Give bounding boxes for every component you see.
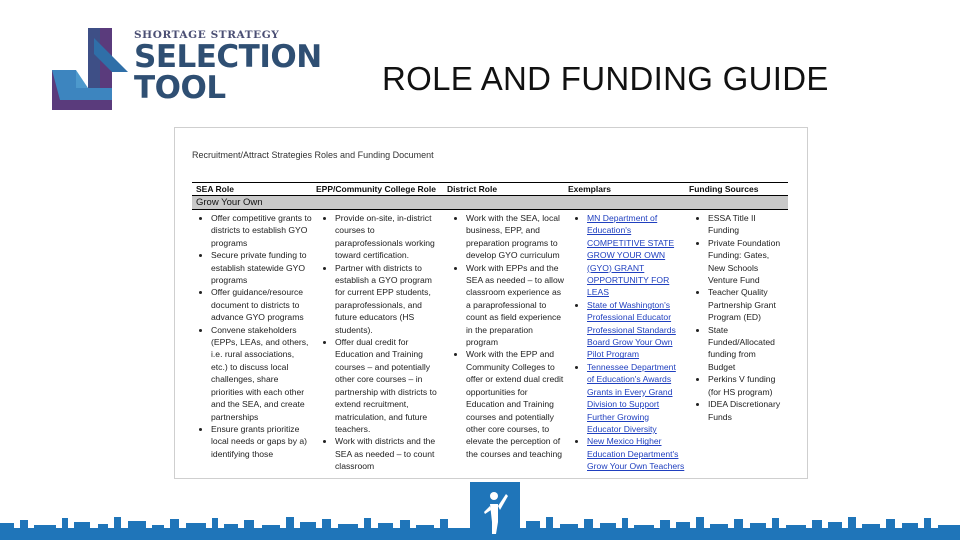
- header-exemplars: Exemplars: [568, 184, 611, 194]
- list-item: • Partner with districts to establish a GYO program for current EPP students, paraprofessionals, and future educators (HS students).: [335, 262, 443, 336]
- list-item: • Convene stakeholders (EPPs, LEAs, and others, i.e. rural associations, etc.) to discuss local challenges, share priorities with each other and the SEA, and create partnerships: [211, 324, 312, 423]
- column-sea-role: [192, 210, 316, 473]
- header-funding-sources: Funding Sources: [689, 184, 759, 194]
- exemplar-link[interactable]: • State of Washington's Professional Educator Professional Standards Board Grow Your Own Pilot Program: [587, 299, 685, 361]
- list-item: • Work with the EPP and Community Colleges to offer or extend dual credit opportunities for Education and Training courses and potentially other core courses, to elevate the perception of the courses and teaching: [466, 348, 564, 460]
- header-district-role: District Role: [447, 184, 498, 194]
- logo-tagline: SHORTAGE STRATEGY: [134, 29, 280, 41]
- column-district-role: [447, 210, 568, 473]
- header-sea-role: SEA Role: [196, 184, 234, 194]
- person-reaching-icon: [470, 482, 520, 540]
- document-heading: Recruitment/Attract Strategies Roles and Funding Document: [192, 150, 434, 160]
- list-item: • Provide on-site, in-district courses to paraprofessionals working toward certification.: [335, 212, 443, 262]
- table-header: [192, 183, 788, 196]
- roles-table: [192, 182, 788, 473]
- list-item: • Work with the SEA, local business, EPP, and preparation programs to develop GYO curriculum: [466, 212, 564, 262]
- exemplar-link[interactable]: • New Mexico Higher Education Department's Grow Your Own Teachers: [587, 435, 685, 472]
- exemplar-link[interactable]: • MN Department of Education's COMPETITIVE STATE GROW YOUR OWN (GYO) GRANT OPPORTUNITY FOR LEAS: [587, 212, 685, 299]
- list-item: • Teacher Quality Partnership Grant Program (ED): [708, 286, 784, 323]
- header-epp-role: EPP/Community College Role: [316, 184, 436, 194]
- list-item: • Offer competitive grants to districts to establish GYO programs: [211, 212, 312, 249]
- list-item: • Work with districts and the SEA as needed – to count classroom: [335, 435, 443, 472]
- list-item: • Offer guidance/resource document to districts to advance GYO programs: [211, 286, 312, 323]
- list-item: • Private Foundation Funding: Gates, New Schools Venture Fund: [708, 237, 784, 287]
- list-item: • State Funded/Allocated funding from Budget: [708, 324, 784, 374]
- logo-mark-icon: [50, 26, 140, 110]
- table-body: [192, 210, 788, 473]
- list-item: • IDEA Discretionary Funds: [708, 398, 784, 423]
- column-epp-role: [316, 210, 447, 473]
- logo-word-tool: TOOL: [134, 70, 226, 106]
- exemplar-link[interactable]: • Tennessee Department of Education's Awards Grants in Every Grand Division to Support Further Growing Educator Diversity: [587, 361, 685, 435]
- document-image: [174, 127, 808, 479]
- logo: [50, 26, 340, 110]
- list-item: • Secure private funding to establish statewide GYO programs: [211, 249, 312, 286]
- list-item: • Work with EPPs and the SEA as needed – to allow classroom experience as a paraprofessional to count as field experience in the preparation program: [466, 262, 564, 349]
- column-exemplars: [568, 210, 689, 473]
- list-item: • ESSA Title II Funding: [708, 212, 784, 237]
- list-item: • Perkins V funding (for HS program): [708, 373, 784, 398]
- section-grow-your-own: Grow Your Own: [192, 196, 788, 210]
- logo-word-selection: SELECTION: [134, 39, 322, 75]
- list-item: • Ensure grants prioritize local needs or gaps by a) identifying those: [211, 423, 312, 460]
- list-item: • Offer dual credit for Education and Training courses – and potentially other core courses – in partnership with districts to extend recruitment, matriculation, and future teachers.: [335, 336, 443, 435]
- page-title: ROLE AND FUNDING GUIDE: [382, 60, 829, 97]
- footer-logo-badge: [470, 482, 520, 540]
- column-funding-sources: [689, 210, 788, 473]
